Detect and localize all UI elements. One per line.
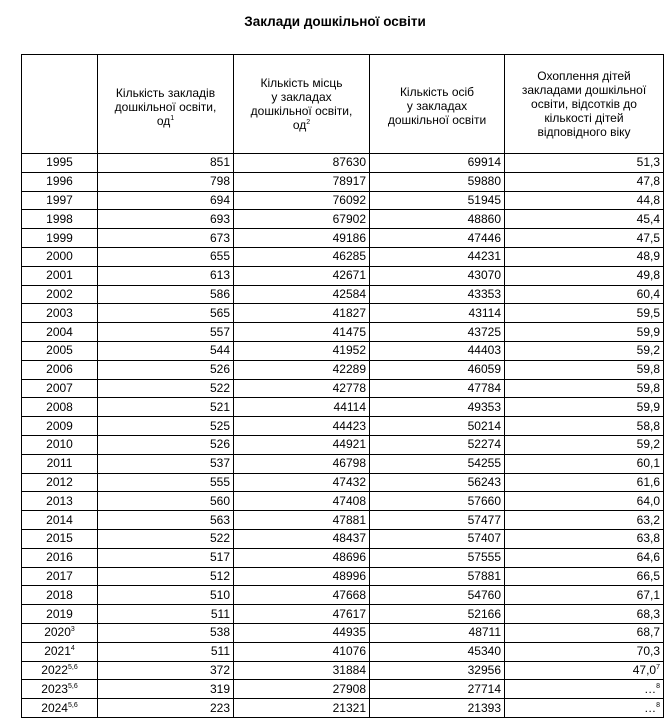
header-institutions-count: Кількість закладів дошкільної освіти, $од^1$ [98, 55, 234, 154]
header-places-count: Кількість місць у закладах дошкільної освіти, $од^2$ [234, 55, 370, 154]
table-row [22, 398, 664, 417]
year-cell: 2017 [22, 567, 98, 586]
places-cell: 47408 [234, 492, 370, 511]
institutions-cell: 511 [98, 642, 234, 661]
table-row [22, 529, 664, 548]
places-cell: 41475 [234, 323, 370, 342]
institutions-cell: 372 [98, 661, 234, 680]
table-row [22, 247, 664, 266]
coverage-cell: 49,8 [505, 266, 664, 285]
places-cell: 44423 [234, 417, 370, 436]
places-cell: 42289 [234, 360, 370, 379]
places-cell: 42671 [234, 266, 370, 285]
table-row [22, 642, 664, 661]
year-cell: 2000 [22, 247, 98, 266]
table-row [22, 323, 664, 342]
year-cell: 2012 [22, 473, 98, 492]
footnote-marker: 7 [656, 663, 660, 671]
institutions-cell: 517 [98, 548, 234, 567]
children-cell: 48711 [370, 623, 505, 642]
institutions-cell: 223 [98, 699, 234, 718]
children-cell: 32956 [370, 661, 505, 680]
coverage-cell: 59,9 [505, 323, 664, 342]
table-row [22, 492, 664, 511]
places-cell: 47881 [234, 511, 370, 530]
places-cell: 46285 [234, 247, 370, 266]
table-row [22, 341, 664, 360]
coverage-cell: 68,3 [505, 605, 664, 624]
table-row [22, 210, 664, 229]
places-cell: 44935 [234, 623, 370, 642]
table-row [22, 360, 664, 379]
places-cell: 21321 [234, 699, 370, 718]
coverage-cell: …$^8$ [505, 699, 664, 718]
table-row [22, 473, 664, 492]
institutions-cell: 586 [98, 285, 234, 304]
children-cell: 47446 [370, 229, 505, 248]
table-row [22, 229, 664, 248]
year-cell: 2006 [22, 360, 98, 379]
year-cell: 2024$^{5,6}$ [22, 699, 98, 718]
places-cell: 67902 [234, 210, 370, 229]
coverage-cell: 64,6 [505, 548, 664, 567]
institutions-cell: 512 [98, 567, 234, 586]
year-cell: 2016 [22, 548, 98, 567]
year-cell: 2021$^4$ [22, 642, 98, 661]
coverage-cell: 59,2 [505, 435, 664, 454]
coverage-cell: 47,0$^7$ [505, 661, 664, 680]
year-cell: 2015 [22, 529, 98, 548]
children-cell: 45340 [370, 642, 505, 661]
places-cell: 48696 [234, 548, 370, 567]
footnote-marker: 5,6 [67, 682, 78, 690]
institutions-cell: 798 [98, 172, 234, 191]
children-cell: 52274 [370, 435, 505, 454]
table-row [22, 304, 664, 323]
coverage-cell: 47,8 [505, 172, 664, 191]
header-children-count: Кількість осіб у закладах дошкільної освіти [370, 55, 505, 154]
coverage-cell: …$^8$ [505, 680, 664, 699]
table-row [22, 567, 664, 586]
table-row [22, 511, 664, 530]
coverage-cell: 60,4 [505, 285, 664, 304]
year-cell: 2018 [22, 586, 98, 605]
institutions-cell: 693 [98, 210, 234, 229]
footnote-marker: 8 [656, 701, 660, 709]
year-cell: 1995 [22, 154, 98, 173]
footnote-marker: 3 [70, 626, 75, 634]
year-cell: 1998 [22, 210, 98, 229]
children-cell: 49353 [370, 398, 505, 417]
table-row [22, 435, 664, 454]
places-cell: 41827 [234, 304, 370, 323]
coverage-cell: 59,2 [505, 341, 664, 360]
table-row [22, 172, 664, 191]
places-cell: 47432 [234, 473, 370, 492]
institutions-cell: 565 [98, 304, 234, 323]
institutions-cell: 526 [98, 435, 234, 454]
children-cell: 43070 [370, 266, 505, 285]
table-header-row [22, 55, 664, 154]
children-cell: 50214 [370, 417, 505, 436]
year-cell: 1996 [22, 172, 98, 191]
places-cell: 27908 [234, 680, 370, 699]
institutions-cell: 557 [98, 323, 234, 342]
children-cell: 21393 [370, 699, 505, 718]
table-row [22, 623, 664, 642]
year-cell: 2002 [22, 285, 98, 304]
children-cell: 57477 [370, 511, 505, 530]
institutions-cell: 521 [98, 398, 234, 417]
institutions-cell: 526 [98, 360, 234, 379]
coverage-cell: 63,2 [505, 511, 664, 530]
coverage-cell: 60,1 [505, 454, 664, 473]
year-cell: 2009 [22, 417, 98, 436]
year-cell: 2001 [22, 266, 98, 285]
children-cell: 54255 [370, 454, 505, 473]
children-cell: 52166 [370, 605, 505, 624]
places-cell: 31884 [234, 661, 370, 680]
children-cell: 43725 [370, 323, 505, 342]
coverage-cell: 61,6 [505, 473, 664, 492]
header-year [22, 55, 98, 154]
children-cell: 44403 [370, 341, 505, 360]
places-cell: 42584 [234, 285, 370, 304]
children-cell: 43114 [370, 304, 505, 323]
institutions-cell: 673 [98, 229, 234, 248]
children-cell: 57881 [370, 567, 505, 586]
coverage-cell: 48,9 [505, 247, 664, 266]
preschool-statistics-table [21, 54, 664, 718]
year-cell: 2004 [22, 323, 98, 342]
coverage-cell: 44,8 [505, 191, 664, 210]
places-cell: 48996 [234, 567, 370, 586]
year-cell: 2011 [22, 454, 98, 473]
institutions-cell: 563 [98, 511, 234, 530]
institutions-cell: 522 [98, 529, 234, 548]
places-cell: 87630 [234, 154, 370, 173]
places-cell: 47668 [234, 586, 370, 605]
institutions-cell: 555 [98, 473, 234, 492]
coverage-cell: 68,7 [505, 623, 664, 642]
table-row [22, 266, 664, 285]
footnote-marker: 5,6 [67, 701, 78, 709]
children-cell: 57407 [370, 529, 505, 548]
year-cell: 1999 [22, 229, 98, 248]
footnote-marker: 5,6 [67, 663, 78, 671]
institutions-cell: 851 [98, 154, 234, 173]
places-cell: 78917 [234, 172, 370, 191]
table-row [22, 454, 664, 473]
year-cell: 2013 [22, 492, 98, 511]
coverage-cell: 66,5 [505, 567, 664, 586]
children-cell: 59880 [370, 172, 505, 191]
places-cell: 42778 [234, 379, 370, 398]
institutions-cell: 655 [98, 247, 234, 266]
page-title: Заклади дошкільної освіти [244, 14, 426, 29]
institutions-cell: 538 [98, 623, 234, 642]
year-cell: 2010 [22, 435, 98, 454]
institutions-cell: 525 [98, 417, 234, 436]
places-cell: 44114 [234, 398, 370, 417]
table-row [22, 680, 664, 699]
table-row [22, 379, 664, 398]
institutions-cell: 537 [98, 454, 234, 473]
table-row [22, 154, 664, 173]
coverage-cell: 67,1 [505, 586, 664, 605]
year-cell: 2003 [22, 304, 98, 323]
places-cell: 47617 [234, 605, 370, 624]
institutions-cell: 544 [98, 341, 234, 360]
table-row [22, 586, 664, 605]
year-cell: 2020$^3$ [22, 623, 98, 642]
institutions-cell: 613 [98, 266, 234, 285]
places-cell: 44921 [234, 435, 370, 454]
coverage-cell: 64,0 [505, 492, 664, 511]
children-cell: 47784 [370, 379, 505, 398]
year-cell: 2019 [22, 605, 98, 624]
table-row [22, 661, 664, 680]
table-row [22, 285, 664, 304]
institutions-cell: 560 [98, 492, 234, 511]
places-cell: 41076 [234, 642, 370, 661]
children-cell: 57660 [370, 492, 505, 511]
institutions-cell: 511 [98, 605, 234, 624]
year-cell: 2014 [22, 511, 98, 530]
children-cell: 43353 [370, 285, 505, 304]
year-cell: 2007 [22, 379, 98, 398]
coverage-cell: 59,5 [505, 304, 664, 323]
children-cell: 48860 [370, 210, 505, 229]
coverage-cell: 51,3 [505, 154, 664, 173]
year-cell: 2005 [22, 341, 98, 360]
coverage-cell: 63,8 [505, 529, 664, 548]
institutions-cell: 319 [98, 680, 234, 699]
year-cell: 2022$^{5,6}$ [22, 661, 98, 680]
coverage-cell: 59,9 [505, 398, 664, 417]
places-cell: 41952 [234, 341, 370, 360]
coverage-cell: 47,5 [505, 229, 664, 248]
footnote-marker: 8 [656, 682, 660, 690]
children-cell: 46059 [370, 360, 505, 379]
coverage-cell: 59,8 [505, 360, 664, 379]
table-row [22, 191, 664, 210]
places-cell: 46798 [234, 454, 370, 473]
year-cell: 2008 [22, 398, 98, 417]
coverage-cell: 59,8 [505, 379, 664, 398]
table-row [22, 548, 664, 567]
institutions-cell: 522 [98, 379, 234, 398]
places-cell: 49186 [234, 229, 370, 248]
children-cell: 69914 [370, 154, 505, 173]
coverage-cell: 58,8 [505, 417, 664, 436]
footnote-marker: 4 [70, 645, 75, 653]
year-cell: 2023$^{5,6}$ [22, 680, 98, 699]
children-cell: 57555 [370, 548, 505, 567]
table-row [22, 699, 664, 718]
children-cell: 44231 [370, 247, 505, 266]
year-cell: 1997 [22, 191, 98, 210]
places-cell: 48437 [234, 529, 370, 548]
institutions-cell: 510 [98, 586, 234, 605]
children-cell: 56243 [370, 473, 505, 492]
header-coverage-percent: Охоплення дітей закладами дошкільної освіти, відсотків до кількості дітей відповідного віку [505, 55, 664, 154]
table-row [22, 417, 664, 436]
children-cell: 27714 [370, 680, 505, 699]
institutions-cell: 694 [98, 191, 234, 210]
children-cell: 54760 [370, 586, 505, 605]
coverage-cell: 45,4 [505, 210, 664, 229]
children-cell: 51945 [370, 191, 505, 210]
table-row [22, 605, 664, 624]
coverage-cell: 70,3 [505, 642, 664, 661]
places-cell: 76092 [234, 191, 370, 210]
